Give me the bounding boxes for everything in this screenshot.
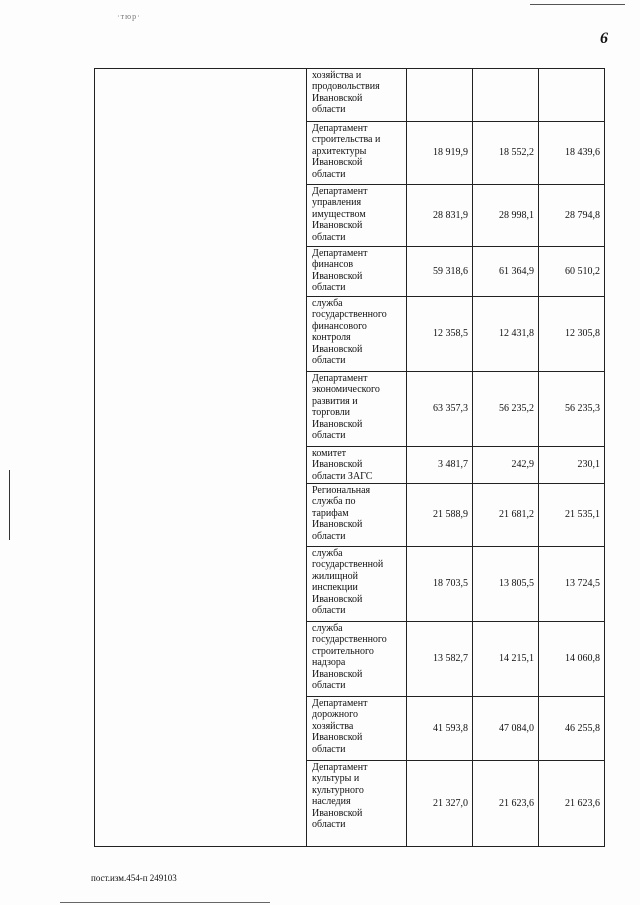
- value-cell-2: 12 431,8: [473, 297, 539, 372]
- page-number: 6: [600, 30, 608, 47]
- footer-document-code: пост.изм.454-п 249103: [91, 873, 177, 883]
- department-name-cell: [307, 622, 407, 697]
- value-cell-1: 28 831,9: [407, 185, 473, 247]
- department-name-cell: [307, 247, 407, 297]
- department-name: служба государственного финансового контроля Ивановской области: [312, 298, 387, 367]
- value-cell-3: 13 724,5: [539, 547, 605, 622]
- department-name: Департамент строительства и архитектуры Ивановской области: [312, 123, 381, 180]
- value-cell-3: 230,1: [539, 447, 605, 484]
- value-cell-2: 14 215,1: [473, 622, 539, 697]
- value-cell-2: 61 364,9: [473, 247, 539, 297]
- top-rule: [530, 4, 625, 5]
- department-name: комитет Ивановской области ЗАГС: [312, 448, 373, 482]
- department-name-cell: [307, 185, 407, 247]
- value-cell-3: 21 535,1: [539, 484, 605, 547]
- department-name: служба государственного строительного надзора Ивановской области: [312, 623, 387, 692]
- value-cell-3: 60 510,2: [539, 247, 605, 297]
- value-cell-2: 18 552,2: [473, 122, 539, 185]
- value-cell-1: 18 919,9: [407, 122, 473, 185]
- value-cell-3: 21 623,6: [539, 761, 605, 847]
- department-name: Региональная служба по тарифам Ивановской области: [312, 485, 371, 542]
- margin-line: [9, 470, 10, 540]
- value-cell-2: [473, 69, 539, 122]
- value-cell-1: 13 582,7: [407, 622, 473, 697]
- value-cell-3: 56 235,3: [539, 372, 605, 447]
- department-name-cell: [307, 372, 407, 447]
- top-mark: ·тюр·: [117, 12, 141, 21]
- budget-table: [94, 68, 605, 847]
- value-cell-1: [407, 69, 473, 122]
- value-cell-3: 28 794,8: [539, 185, 605, 247]
- department-name-cell: [307, 447, 407, 484]
- value-cell-1: 63 357,3: [407, 372, 473, 447]
- department-name-cell: [307, 761, 407, 847]
- value-cell-2: 21 623,6: [473, 761, 539, 847]
- department-name-cell: [307, 547, 407, 622]
- value-cell-3: 14 060,8: [539, 622, 605, 697]
- department-name: хозяйства и продовольствия Ивановской области: [312, 70, 380, 116]
- value-cell-2: 21 681,2: [473, 484, 539, 547]
- department-name: Департамент культуры и культурного наследия Ивановской области: [312, 762, 368, 831]
- blank-column-cell: [95, 69, 307, 847]
- department-name: Департамент управления имуществом Ивановской области: [312, 186, 368, 243]
- value-cell-1: 41 593,8: [407, 697, 473, 761]
- value-cell-1: 12 358,5: [407, 297, 473, 372]
- value-cell-3: [539, 69, 605, 122]
- department-name-cell: [307, 297, 407, 372]
- value-cell-2: 28 998,1: [473, 185, 539, 247]
- department-name-cell: [307, 484, 407, 547]
- department-name-cell: [307, 122, 407, 185]
- value-cell-2: 242,9: [473, 447, 539, 484]
- value-cell-2: 56 235,2: [473, 372, 539, 447]
- value-cell-3: 46 255,8: [539, 697, 605, 761]
- department-name-cell: [307, 69, 407, 122]
- value-cell-1: 18 703,5: [407, 547, 473, 622]
- table-row: [95, 69, 605, 122]
- department-name: Департамент финансов Ивановской области: [312, 248, 368, 294]
- value-cell-1: 21 327,0: [407, 761, 473, 847]
- value-cell-2: 47 084,0: [473, 697, 539, 761]
- value-cell-3: 18 439,6: [539, 122, 605, 185]
- department-name: служба государственной жилищной инспекции Ивановской области: [312, 548, 384, 617]
- department-name-cell: [307, 697, 407, 761]
- value-cell-3: 12 305,8: [539, 297, 605, 372]
- department-name: Департамент дорожного хозяйства Ивановской области: [312, 698, 368, 755]
- value-cell-2: 13 805,5: [473, 547, 539, 622]
- value-cell-1: 59 318,6: [407, 247, 473, 297]
- value-cell-1: 3 481,7: [407, 447, 473, 484]
- table-body: [95, 69, 605, 847]
- department-name: Департамент экономического развития и торговли Ивановской области: [312, 373, 380, 442]
- bottom-rule: [60, 902, 270, 903]
- value-cell-1: 21 588,9: [407, 484, 473, 547]
